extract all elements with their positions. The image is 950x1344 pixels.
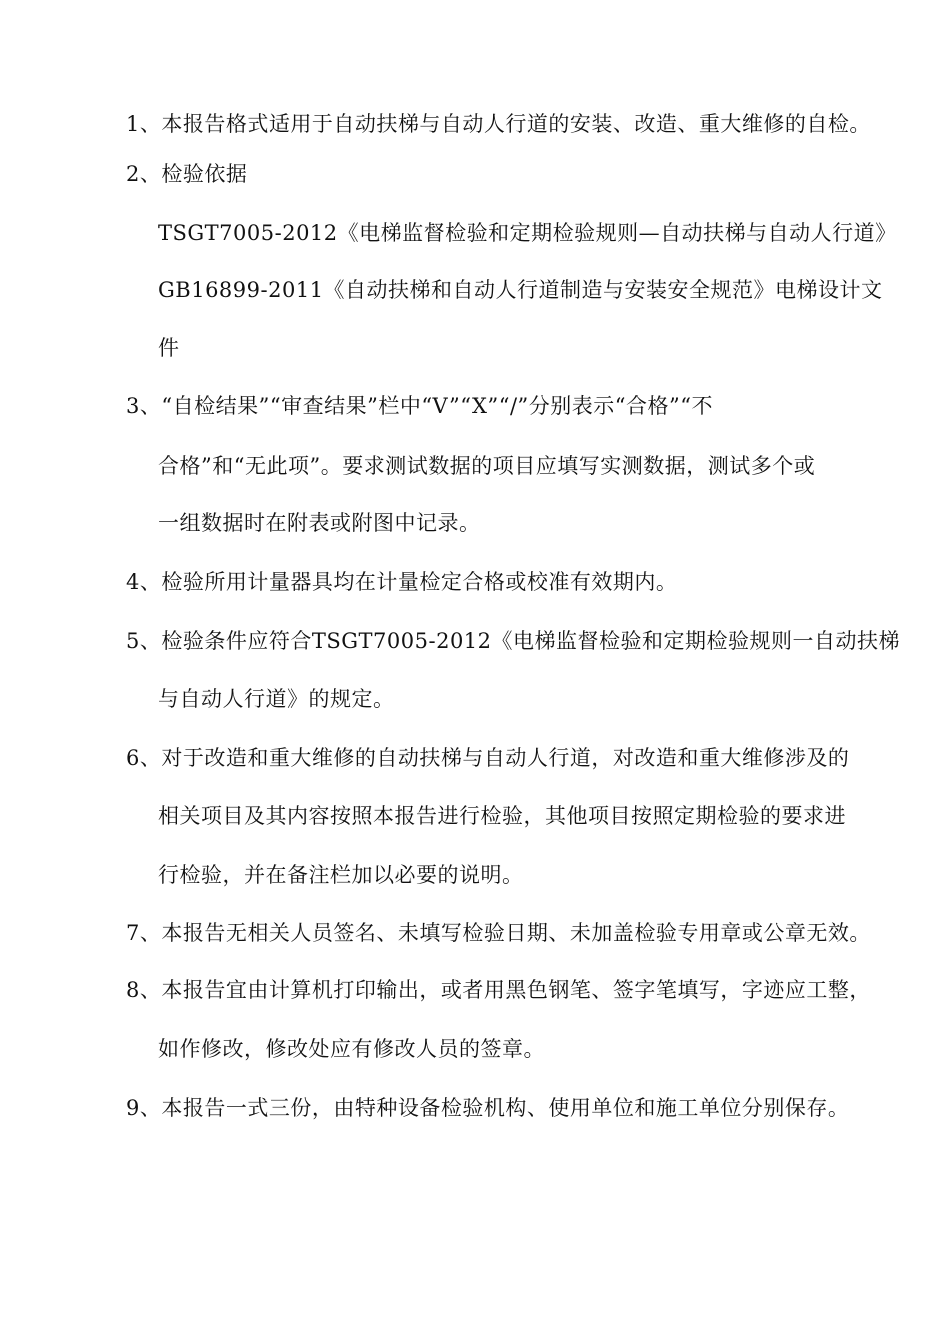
- item-separator: 、: [139, 112, 162, 136]
- item-separator: 、: [139, 921, 162, 945]
- item-text: 本报告无相关人员签名、未填写检验日期、未加盖检验专用章或公章无效。: [161, 921, 871, 945]
- continuation-line: [158, 275, 883, 305]
- item-text: 本报告格式适用于自动扶梯与自动人行道的安装、改造、重大维修的自检。: [161, 112, 871, 136]
- item-separator: 、: [139, 746, 162, 770]
- item-8: [126, 975, 871, 1005]
- item-separator: 、: [139, 394, 162, 418]
- item-text: 件: [158, 336, 180, 360]
- item-text: 如作修改，修改处应有修改人员的签章。: [158, 1037, 545, 1061]
- item-9: [126, 1093, 849, 1123]
- item-separator: 、: [139, 1096, 162, 1120]
- item-4: [126, 567, 677, 597]
- item-text: TSGT7005-2012《电梯监督检验和定期检验规则—自动扶梯与自动人行道》: [158, 221, 897, 245]
- item-number: 8: [126, 978, 140, 1002]
- item-number: 4: [126, 570, 140, 594]
- item-6: [126, 743, 849, 773]
- continuation-line: [158, 508, 481, 538]
- item-7: [126, 918, 871, 948]
- continuation-line: [158, 451, 815, 481]
- item-separator: 、: [139, 978, 162, 1002]
- item-separator: 、: [139, 162, 162, 186]
- item-5: [126, 626, 900, 656]
- item-number: 3: [126, 394, 140, 418]
- item-number: 6: [126, 746, 140, 770]
- item-text: GB16899-2011《自动扶梯和自动人行道制造与安装安全规范》电梯设计文: [158, 278, 883, 302]
- item-text: 检验条件应符合TSGT7005-2012《电梯监督检验和定期检验规则一自动扶梯: [161, 629, 901, 653]
- continuation-line: [158, 684, 395, 714]
- item-text: 相关项目及其内容按照本报告进行检验，其他项目按照定期检验的要求进: [158, 804, 846, 828]
- continuation-line: [158, 860, 524, 890]
- item-text: 行检验，并在备注栏加以必要的说明。: [158, 863, 524, 887]
- item-text: 对于改造和重大维修的自动扶梯与自动人行道，对改造和重大维修涉及的: [161, 746, 850, 770]
- continuation-line: [158, 218, 897, 248]
- continuation-line: [158, 1034, 545, 1064]
- item-number: 2: [126, 162, 140, 186]
- item-number: 9: [126, 1096, 140, 1120]
- item-number: 5: [126, 629, 140, 653]
- item-text: “自检结果”“审查结果”栏中“V”“X”“/”分别表示“合格”“不: [161, 394, 713, 418]
- item-text: 合格”和“无此项”。要求测试数据的项目应填写实测数据，测试多个或: [158, 454, 816, 478]
- item-text: 与自动人行道》的规定。: [158, 687, 395, 711]
- item-text: 一组数据时在附表或附图中记录。: [158, 511, 481, 535]
- item-text: 本报告宜由计算机打印输出，或者用黑色钢笔、签字笔填写，字迹应工整，: [161, 978, 871, 1002]
- item-text: 本报告一式三份，由特种设备检验机构、使用单位和施工单位分别保存。: [161, 1096, 850, 1120]
- item-2: [126, 159, 247, 189]
- item-1: [126, 109, 871, 139]
- item-separator: 、: [139, 629, 162, 653]
- item-number: 7: [126, 921, 140, 945]
- continuation-line: [158, 801, 846, 831]
- continuation-line: [158, 333, 180, 363]
- item-3: [126, 391, 713, 421]
- item-text: 检验依据: [161, 162, 248, 186]
- item-number: 1: [126, 112, 140, 136]
- item-separator: 、: [139, 570, 162, 594]
- item-text: 检验所用计量器具均在计量检定合格或校准有效期内。: [161, 570, 678, 594]
